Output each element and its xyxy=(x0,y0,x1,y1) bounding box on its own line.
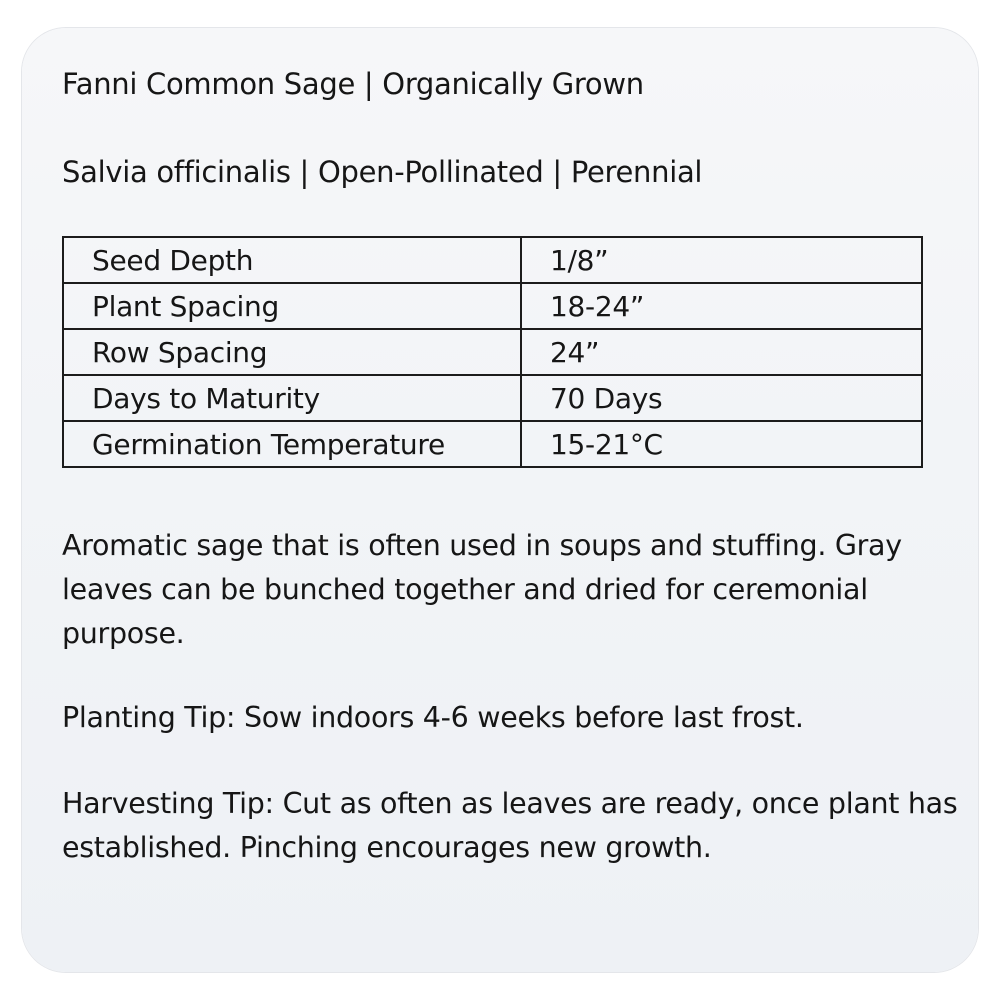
seed-packet-card xyxy=(22,28,978,972)
planting-tip: Planting Tip: Sow indoors 4-6 weeks before last frost. xyxy=(62,701,804,734)
spec-value-seed-depth: 1/8” xyxy=(521,237,922,283)
spec-label-days-to-maturity: Days to Maturity xyxy=(63,375,521,421)
spec-label-germination-temperature: Germination Temperature xyxy=(63,421,521,467)
product-subtitle: Salvia officinalis | Open-Pollinated | Perennial xyxy=(62,155,703,189)
spec-value-days-to-maturity: 70 Days xyxy=(521,375,922,421)
spec-value-germination-temperature: 15-21°C xyxy=(521,421,922,467)
specs-table xyxy=(62,236,923,468)
harvesting-tip: Harvesting Tip: Cut as often as leaves are ready, once plant has established. Pinching encourages new growth. xyxy=(62,787,958,864)
table-row xyxy=(63,421,922,467)
spec-label-plant-spacing: Plant Spacing xyxy=(63,283,521,329)
table-row xyxy=(63,375,922,421)
table-row xyxy=(63,237,922,283)
product-title: Fanni Common Sage | Organically Grown xyxy=(62,67,644,101)
spec-label-row-spacing: Row Spacing xyxy=(63,329,521,375)
spec-value-row-spacing: 24” xyxy=(521,329,922,375)
spec-value-plant-spacing: 18-24” xyxy=(521,283,922,329)
description: Aromatic sage that is often used in soups and stuffing. Gray leaves can be bunched together and dried for ceremonial purpose. xyxy=(62,529,902,650)
table-row xyxy=(63,283,922,329)
spec-label-seed-depth: Seed Depth xyxy=(63,237,521,283)
table-row xyxy=(63,329,922,375)
